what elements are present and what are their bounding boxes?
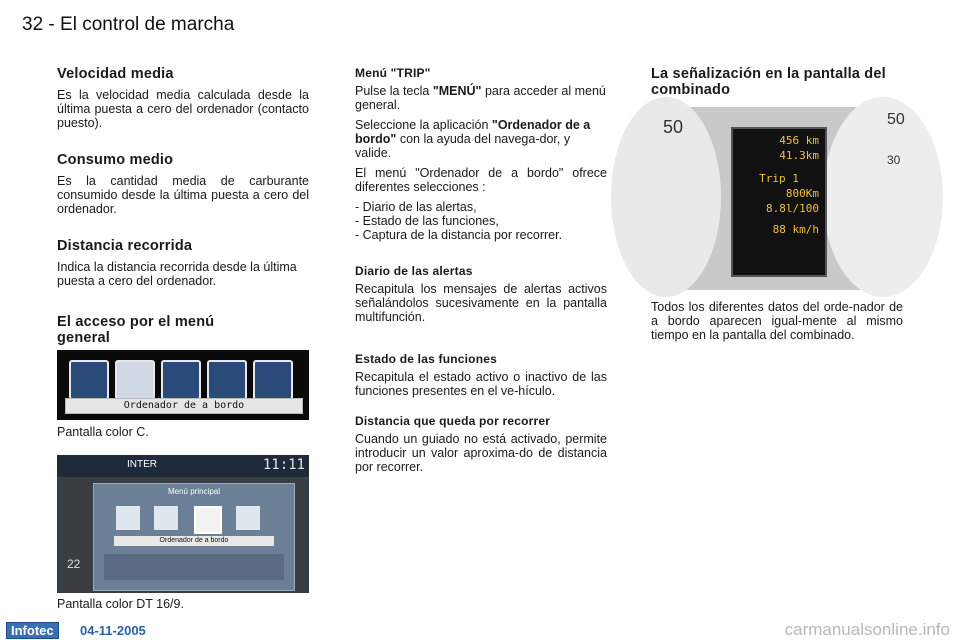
left-dial bbox=[611, 97, 721, 297]
text-run: con la ayuda del navega-dor, y valide. bbox=[355, 132, 571, 160]
cluster-text: Todos los diferentes datos del orde-nador de a bordo aparecen igual-mente al mismo tiempo en la pantalla del combinado. bbox=[651, 300, 903, 342]
right-dial bbox=[823, 97, 943, 297]
subheading-estado: Estado de las funciones bbox=[355, 352, 497, 366]
column-middle bbox=[355, 66, 607, 480]
screen2-caption: Pantalla color DT 16/9. bbox=[57, 597, 184, 611]
cluster-text-block bbox=[651, 300, 903, 348]
subheading-distancia: Distancia que queda por recorrer bbox=[355, 414, 551, 428]
section-heading: Distancia recorrida bbox=[57, 238, 193, 254]
text-run: Seleccione la aplicación bbox=[355, 118, 492, 132]
menu-icon-row bbox=[104, 554, 284, 580]
menu-title: Menú principal bbox=[167, 487, 221, 496]
screen-top-bar bbox=[57, 455, 309, 477]
column-right bbox=[651, 66, 903, 104]
phone-icon bbox=[253, 360, 293, 400]
music-icon bbox=[69, 360, 109, 400]
phone-icon bbox=[236, 506, 260, 530]
onboard-computer-icon bbox=[194, 506, 222, 534]
cluster-display bbox=[731, 127, 827, 277]
watermark-text: carmanualsonline.info bbox=[784, 620, 950, 639]
screen-clock: 11:11 bbox=[262, 457, 305, 473]
navigation-icon bbox=[116, 506, 140, 530]
header-separator: - bbox=[43, 14, 61, 35]
music-icon bbox=[154, 506, 178, 530]
section-velocidad-media bbox=[57, 66, 309, 130]
right-dial-number-mid: 30 bbox=[887, 153, 901, 167]
paragraph-menu-options: El menú "Ordenador de a bordo" ofrece diferentes selecciones : bbox=[355, 166, 607, 194]
page-footer bbox=[0, 620, 960, 640]
section-consumo-medio bbox=[57, 152, 309, 216]
onboard-computer-icon bbox=[115, 360, 155, 400]
section-text: Es la velocidad media calculada desde la última puesta a cero del ordenador (contacto puesto). bbox=[57, 88, 309, 130]
display-line: 8.8l/100 bbox=[766, 202, 819, 215]
climate-icon bbox=[207, 360, 247, 400]
text-estado: Recapitula el estado activo o inactivo de las funciones presentes en el ve-hículo. bbox=[355, 370, 607, 398]
options-list bbox=[355, 200, 607, 242]
text-run: para acceder al menú general. bbox=[355, 84, 606, 112]
column-left bbox=[57, 66, 309, 352]
section-text: Indica la distancia recorrida desde la última puesta a cero del ordenador. bbox=[57, 260, 297, 288]
page-header bbox=[22, 14, 234, 36]
display-line: 456 km bbox=[779, 134, 819, 147]
subheading-diario: Diario de las alertas bbox=[355, 264, 473, 278]
list-item: - Captura de la distancia por recorrer. bbox=[355, 228, 607, 242]
menu-panel bbox=[93, 483, 295, 591]
screen-color-c-image bbox=[57, 350, 309, 420]
footer-date: 04-11-2005 bbox=[80, 623, 146, 638]
text-bold: "MENÚ" bbox=[432, 84, 482, 98]
display-line: 41.3km bbox=[779, 149, 819, 162]
section-distancia-recorrida bbox=[57, 238, 309, 288]
paragraph-menu-key bbox=[355, 84, 607, 112]
text-distancia: Cuando un guiado no está activado, permite introducir un valor aproxima-do de distancia por recorrer. bbox=[355, 432, 607, 474]
right-dial-number-top: 50 bbox=[887, 111, 905, 128]
menu-selection-bar: Ordenador de a bordo bbox=[114, 536, 274, 546]
paragraph-select-app bbox=[355, 118, 607, 160]
section-heading: Velocidad media bbox=[57, 66, 174, 82]
text-run: Pulse la tecla bbox=[355, 84, 433, 98]
trip-menu-heading: Menú "TRIP" bbox=[355, 66, 431, 80]
screen-side-number: 22 bbox=[67, 557, 81, 571]
section-heading-acceso-menu: El acceso por el menú general bbox=[57, 314, 215, 346]
display-line: Trip 1 bbox=[759, 172, 799, 185]
settings-sliders-icon bbox=[161, 360, 201, 400]
screen1-caption: Pantalla color C. bbox=[57, 425, 149, 439]
chapter-title: El control de marcha bbox=[60, 14, 235, 35]
screen-selection-bar: Ordenador de a bordo bbox=[65, 398, 303, 414]
section-heading: Consumo medio bbox=[57, 152, 174, 168]
instrument-cluster-image bbox=[651, 107, 903, 290]
section-text: Es la cantidad media de carburante consumido desde la última puesta a cero del ordenador. bbox=[57, 174, 309, 216]
left-dial-number: 50 bbox=[663, 117, 684, 137]
screen-top-label: INTER bbox=[127, 459, 157, 470]
text-diario: Recapitula los mensajes de alertas activos señalándolos sucesivamente en la pantalla multifunción. bbox=[355, 282, 607, 324]
page-number: 32 bbox=[22, 14, 44, 35]
infotec-badge: Infotec bbox=[6, 622, 59, 639]
display-line: 800Km bbox=[785, 187, 819, 200]
display-line: 88 km/h bbox=[772, 223, 819, 236]
list-item: - Estado de las funciones, bbox=[355, 214, 607, 228]
cluster-heading: La señalización en la pantalla del combinado bbox=[651, 66, 886, 98]
list-item: - Diario de las alertas, bbox=[355, 200, 607, 214]
screen-color-dt-image bbox=[57, 455, 309, 593]
text-bold: "Ordenador de a bordo" bbox=[355, 118, 591, 146]
